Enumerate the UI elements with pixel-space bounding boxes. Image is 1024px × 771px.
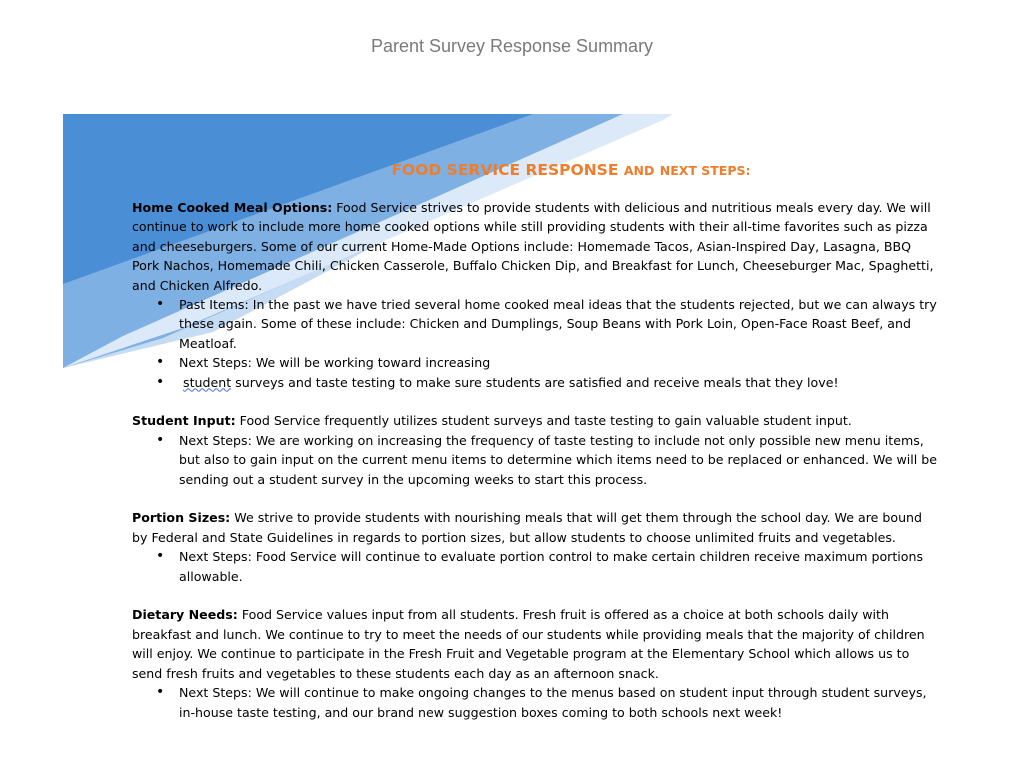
heading-part-and: AND — [623, 163, 655, 178]
dietary-needs-text: Food Service values input from all students. Fresh fruit is offered as a choice at both schools daily with breakfast and lunch. We continue to try to meet the needs of our students while providing meals that the majority of children will enjoy. We continue to participate in the Fresh Fruit and Vegetable program at the Elementary School which allows us to send fresh fruits and vegetables to these students each day as an afternoon snack. — [132, 607, 925, 681]
bullet-icon: • — [156, 684, 165, 701]
dietary-needs-bullets — [132, 683, 940, 722]
list-item — [132, 547, 940, 586]
home-bullet-next-steps: Next Steps: We will be working toward increasing — [179, 355, 491, 371]
section-dietary-needs — [132, 605, 940, 721]
home-cooked-text: Food Service strives to provide students with delicious and nutritious meals every day. We will continue to work to include more home cooked options while still providing students with their all-time favorites such as pizza and cheeseburgers. Some of our current Home-Made Options include: Homemade Tacos, Asian-Inspired Day, Lasagna, BBQ Pork Nachos, Homemade Chili, Chicken Casserole, Buffalo Chicken Dip, and Breakfast for Lunch, Cheeseburger Mac, Spaghetti, and Chicken Alfredo. — [132, 200, 934, 293]
home-cooked-paragraph — [132, 198, 940, 295]
student-input-paragraph — [132, 411, 940, 430]
heading-part-main: FOOD SERVICE RESPONSE — [391, 161, 619, 179]
portion-sizes-label: Portion Sizes: — [132, 510, 231, 526]
bullet-icon: • — [156, 431, 165, 448]
student-input-bullets — [132, 431, 940, 489]
list-item — [132, 431, 940, 489]
portion-bullet-next-steps: Next Steps: Food Service will continue to evaluate portion control to make certain children receive maximum portions allowable. — [179, 549, 924, 584]
student-bullet-next-steps: Next Steps: We are working on increasing the frequency of taste testing to include not only possible new menu items, but also to gain input on the current menu items to determine which items need to be replaced or enhanced. We will be sending out a student survey in the upcoming weeks to start this process. — [179, 432, 938, 487]
section-portion-sizes — [132, 508, 940, 586]
list-item — [132, 683, 940, 722]
document-body — [132, 198, 940, 741]
list-item — [132, 295, 940, 353]
heading-part-next-steps: NEXT STEPS: — [659, 163, 751, 178]
bullet-icon: • — [156, 548, 165, 565]
list-item — [132, 353, 940, 372]
bullet-icon: • — [156, 354, 165, 371]
spellcheck-word: student — [183, 374, 232, 390]
dietary-needs-paragraph — [132, 605, 940, 683]
portion-sizes-paragraph — [132, 508, 940, 547]
section-heading — [0, 161, 1024, 179]
student-input-label: Student Input: — [132, 413, 236, 429]
portion-sizes-text: We strive to provide students with nourishing meals that will get them through the school day. We are bound by Federal and State Guidelines in regards to portion sizes, but allow students to choose unlimited fruits and vegetables. — [132, 510, 923, 545]
list-item — [132, 373, 940, 392]
section-home-cooked — [132, 198, 940, 392]
home-bullet-past-items: Past Items: In the past we have tried several home cooked meal ideas that the students rejected, but we can always try these again. Some of these include: Chicken and Dumplings, Soup Beans with Pork Loin, Open-Face Roast Beef, and Meatloaf. — [179, 297, 937, 351]
home-cooked-label: Home Cooked Meal Options: — [132, 200, 333, 215]
section-student-input — [132, 411, 940, 489]
home-bullet-surveys: surveys and taste testing to make sure students are satisfied and receive meals that they love! — [231, 374, 839, 390]
portion-sizes-bullets — [132, 547, 940, 586]
bullet-icon: • — [156, 296, 165, 313]
dietary-bullet-next-steps: Next Steps: We will continue to make ongoing changes to the menus based on student input through student surveys, in-house taste testing, and our brand new suggestion boxes coming to both schools next week! — [179, 685, 927, 720]
student-input-text: Food Service frequently utilizes student surveys and taste testing to gain valuable student input. — [235, 413, 852, 429]
home-cooked-bullets — [132, 295, 940, 392]
bullet-icon: • — [156, 373, 165, 390]
page-header-title: Parent Survey Response Summary — [370, 36, 654, 56]
dietary-needs-label: Dietary Needs: — [132, 607, 238, 623]
